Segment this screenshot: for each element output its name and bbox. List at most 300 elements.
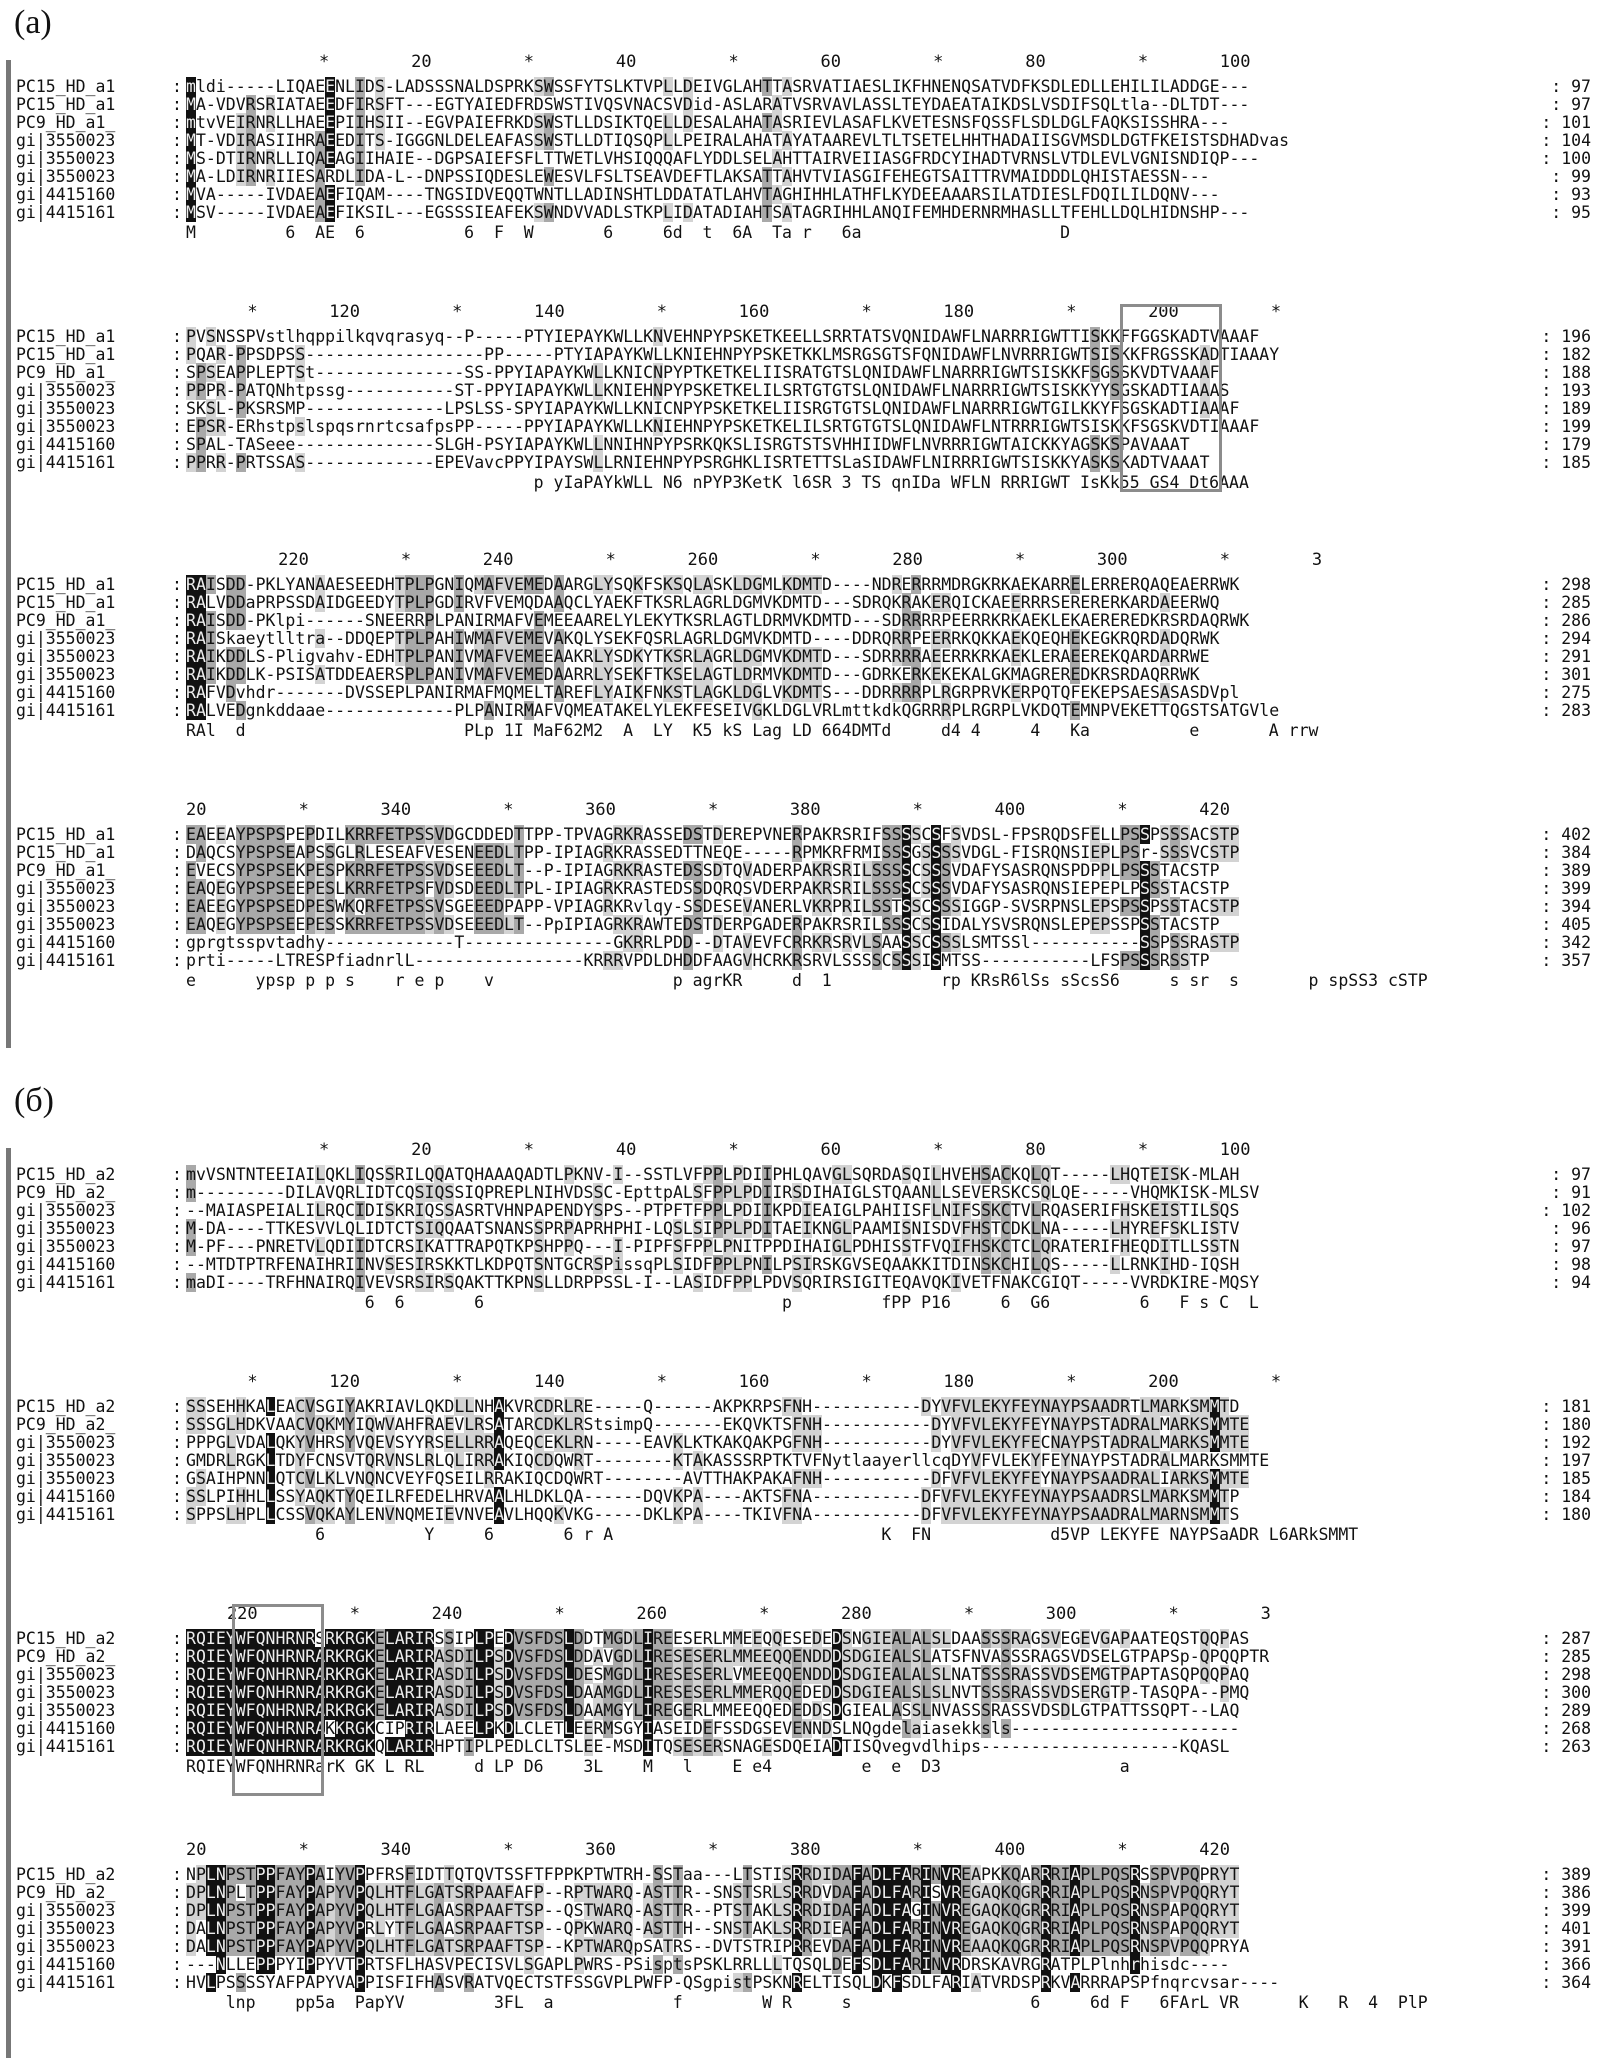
residue-count: : 97 bbox=[1551, 77, 1591, 96]
residue-count: : 188 bbox=[1541, 363, 1591, 382]
separator: : bbox=[172, 167, 182, 186]
separator: : bbox=[172, 915, 182, 934]
sequence-row bbox=[16, 612, 1591, 630]
separator: : bbox=[172, 1955, 182, 1974]
sequence-row bbox=[16, 1452, 1591, 1470]
separator: : bbox=[172, 1415, 182, 1434]
separator: : bbox=[172, 1183, 182, 1202]
sequence-name: PC15_HD_a2 bbox=[16, 1629, 116, 1648]
sequence-name: gi|4415161 bbox=[16, 1973, 116, 1992]
residue-sequence: SSSEHHKALEACVSGIYAKRIAVLQKDLLNHAKVRCDRLRE-----Q------AKPKRPSFNH-----------DYVFVLEKYFEYNAYPSAADRTLMARKSMMTD bbox=[186, 1397, 1240, 1416]
residue-sequence: RAISDD-PKLYANAAESEEDHTPLPGNIQMAFVEMEDAARGLYSQKFSKSQLASKLDGMLKDMTD----NDRERRRMDRGKRKAEKARRELERRERQAQEAERRWK bbox=[186, 575, 1240, 594]
sequence-name: gi|4415161 bbox=[16, 951, 116, 970]
sequence-name: gi|3550023 bbox=[16, 647, 116, 666]
sequence-row bbox=[16, 418, 1591, 436]
residue-count: : 285 bbox=[1541, 593, 1591, 612]
separator: : bbox=[172, 1165, 182, 1184]
sequence-row bbox=[16, 1902, 1591, 1920]
residue-sequence: MS-DTIRNRLLIQAEAGIIHAIE--DGPSAIEFSFLTTWETLVHSIQQQAFLYDDLSELAHTTAIRVEIIASGFRDCYIHADTVRNSLVTDLEVLVGNISNDIQP--- bbox=[186, 149, 1260, 168]
sequence-row bbox=[16, 168, 1591, 186]
residue-count: : 357 bbox=[1541, 951, 1591, 970]
residue-sequence: RAFVDvhdr-------DVSSEPLPANIRMAFMQMELTAREFLYAIKFNKSTLAGKLDGLVKDMTS---DDRRRRPLRGRPRVKERPQTQFEKEPSAESASASDVpl bbox=[186, 683, 1240, 702]
sequence-row bbox=[16, 1220, 1591, 1238]
residue-count: : 100 bbox=[1541, 149, 1591, 168]
sequence-row bbox=[16, 114, 1591, 132]
sequence-name: gi|4415161 bbox=[16, 1273, 116, 1292]
residue-sequence: RQIEYWFQNHRNRSRKRGKELARIRSSIPLPEDVSFDSLDDTMGDLIREESERLMMEEQQESEDEDSNGIEALALSLDAASSSRAGSVEGEVGAPAATEQSTQQPAS bbox=[186, 1629, 1250, 1648]
sequence-row bbox=[16, 952, 1591, 970]
consensus-line: M 6 AE 6 6 F W 6 6d t 6A Ta r 6a D bbox=[186, 223, 1071, 242]
separator: : bbox=[172, 1451, 182, 1470]
residue-count: : 97 bbox=[1551, 1237, 1591, 1256]
residue-count: : 181 bbox=[1541, 1397, 1591, 1416]
separator: : bbox=[172, 1647, 182, 1666]
separator: : bbox=[172, 1973, 182, 1992]
separator: : bbox=[172, 683, 182, 702]
residue-count: : 402 bbox=[1541, 825, 1591, 844]
residue-sequence: PPPGLVDALQKYVHRSYVQEVSYYRSELLRRAQEQCEKLRN-----EAVKLKTKAKQAKPGFNH-----------DYVFVLEKYFECNAYPSTADRALMARKSMMTE bbox=[186, 1433, 1250, 1452]
sequence-name: PC9_HD_a1_ bbox=[16, 861, 116, 880]
separator: : bbox=[172, 701, 182, 720]
residue-count: : 275 bbox=[1541, 683, 1591, 702]
separator: : bbox=[172, 1487, 182, 1506]
separator: : bbox=[172, 629, 182, 648]
residue-sequence: m---------DILAVQRLIDTCQSIQSSIQPREPLNIHVDSSC-EpttpALSFPPLPDIIRSDIHAIGLSTQAANLLSEVERSKCSQLQE-----VHQMKISK-MLSV bbox=[186, 1183, 1260, 1202]
panel-divider-bar bbox=[6, 1148, 11, 2058]
residue-sequence: RALVEDgnkddaae-------------PLPANIRMAFVQMEATAKELYLEKFESEIVGKLDGLVRLmttkdkQGRRRPLRGRPLVKDQTEMNPVEKETTQGSTSATGVle bbox=[186, 701, 1280, 720]
residue-sequence: MA-VDVRSRIATAEEDFIRSFT---EGTYAIEDFRDSWSTIVQSVNACSVDid-ASLARATVSRVAVLASSLTEYDAEATAIKDSLVSDIFSQLtla--DLTDT--- bbox=[186, 95, 1250, 114]
residue-sequence: DALNPSTPPFAYPAPYVPRLYTFLGAASRPAAFTSP--QPKWARQ-ASTTH--SNSTAKLSRRDIEAFADLFARINVREGAQKQGRRRIAPLPQSRNSPAPQQRYT bbox=[186, 1919, 1240, 1938]
separator: : bbox=[172, 1865, 182, 1884]
separator: : bbox=[172, 149, 182, 168]
sequence-row bbox=[16, 898, 1591, 916]
sequence-row bbox=[16, 666, 1591, 684]
residue-sequence: SPPSLHPLLCSSVQKAYLENVNQMEIEVNVEAVLHQQKVKG-----DKLKPA----TKIVFNA-----------DFVFVLEKYFEYNAYPSAADRALMARNSMMTS bbox=[186, 1505, 1240, 1524]
sequence-name: PC9_HD_a1_ bbox=[16, 611, 116, 630]
sequence-name: gi|4415161 bbox=[16, 203, 116, 222]
sequence-row bbox=[16, 364, 1591, 382]
residue-sequence: DPLNPSTPPFAYPAPYVPQLHTFLGAASRPAAFTSP--QSTWARQ-ASTTR--PTSTAKLSRRDIDAFADLFAGINVREGAQKQGRRRIAPLPQSRNSPAPQQRYT bbox=[186, 1901, 1240, 1920]
residue-sequence: PQAR-PPSDPSS------------------PP-----PTYIAPAYKWLLKNIEHNPYPSKETKKLMSRGSGTSFQNIDAWFLNVRRRIGWTSISKKFRGSSKADTIAAAY bbox=[186, 345, 1280, 364]
sequence-row bbox=[16, 400, 1591, 418]
alignment-block bbox=[16, 52, 1591, 250]
residue-sequence: RALVDDaPRPSSDAIDGEEDYTPLPGDIRVFVEMQDAAQCLYAEKFTKSRLAGRLDGMVKDMTD---SDRQKRAKERQICKAEERRRSERERERKARDAEERWQ bbox=[186, 593, 1220, 612]
sequence-name: gi|3550023 bbox=[16, 381, 116, 400]
alignment-block bbox=[16, 1840, 1591, 2020]
residue-sequence: mvVSNTNTEEIAILQKLIQSSRILQQATQHAAAQADTLPKNV-I--SSTLVFPPLPDIIPHLQAVGLSQRDASQILHVEHSACKQLQT-----LHQTEISK-MLAH bbox=[186, 1165, 1240, 1184]
residue-count: : 399 bbox=[1541, 879, 1591, 898]
separator: : bbox=[172, 647, 182, 666]
sequence-name: PC15_HD_a1 bbox=[16, 825, 116, 844]
residue-count: : 94 bbox=[1551, 1273, 1591, 1292]
residue-sequence: EVECSYPSPSEKPESPKRRFETPSSVDSEEEDLT--P-IPIAGRKRASTEDSSDTQVADERPAKRSRILSSSSCSSSVDAFYSASRQNSPDPPLPSSSTACSTP bbox=[186, 861, 1220, 880]
residue-count: : 197 bbox=[1541, 1451, 1591, 1470]
residue-count: : 287 bbox=[1541, 1629, 1591, 1648]
residue-count: : 185 bbox=[1541, 1469, 1591, 1488]
residue-count: : 189 bbox=[1541, 399, 1591, 418]
sequence-row bbox=[16, 328, 1591, 346]
residue-count: : 405 bbox=[1541, 915, 1591, 934]
alignment-block bbox=[16, 1372, 1591, 1552]
sequence-name: gi|3550023 bbox=[16, 149, 116, 168]
alignment-panel-a bbox=[0, 52, 1601, 1050]
sequence-name: gi|3550023 bbox=[16, 1919, 116, 1938]
sequence-name: gi|3550023 bbox=[16, 879, 116, 898]
consensus-line: 6 6 6 p fPP P16 6 G6 6 F s C L bbox=[186, 1293, 1259, 1312]
sequence-row bbox=[16, 1974, 1591, 1992]
sequence-row bbox=[16, 186, 1591, 204]
residue-count: : 298 bbox=[1541, 1665, 1591, 1684]
residue-sequence: --MAIASPEIALILRQCIDISKRIQSSASRTVHNPAPENDYSPS--PTPFTFPPLPDIIKPDIEAIGLPAHIISFLNIFSSKCTVLRQASERIFHSKEISTILSQS bbox=[186, 1201, 1240, 1220]
sequence-name: gi|3550023 bbox=[16, 417, 116, 436]
residue-count: : 98 bbox=[1551, 1255, 1591, 1274]
separator: : bbox=[172, 1883, 182, 1902]
residue-sequence: RAIKDDLK-PSISATDDEAERSPLPANIVMAFVEMEDAARRLYSEKFTKSELAGTLDRMVKDMTD---GDRKERKEKEKALGKMAGREREDKRSRDAQRRWK bbox=[186, 665, 1200, 684]
residue-count: : 93 bbox=[1551, 185, 1591, 204]
panel-divider-bar bbox=[6, 60, 11, 1048]
residue-sequence: PPRR-PRTSSAS-------------EPEVavcPPYIPAYSWLLRNIEHNPYPSRGHKLISRTETTSLaSIDAWFLNIRRRIGWTSISKKYASKSKADTVAAAT bbox=[186, 453, 1210, 472]
residue-count: : 268 bbox=[1541, 1719, 1591, 1738]
sequence-name: gi|3550023 bbox=[16, 1701, 116, 1720]
residue-sequence: SKSL-PKSRSMP--------------LPSLSS-SPYIAPAYKWLLKNICNPYPSKETKELIISRGTGTSLQNIDAWFLNARRRIGWTGILKKYFSGSKADTIAAAF bbox=[186, 399, 1240, 418]
motif-highlight-box bbox=[1120, 304, 1222, 492]
consensus-line: RQIEYWFQNHRNRarK GK L RL d LP D6 3L M l E e4 e e D3 a bbox=[186, 1757, 1130, 1776]
consensus-line: RAl d PLp 1I MaF62M2 A LY K5 kS Lag LD 664DMTd d4 4 4 Ka e A rrw bbox=[186, 721, 1319, 740]
sequence-name: PC15_HD_a1 bbox=[16, 345, 116, 364]
residue-sequence: RQIEYWFQNHRNRARKRGKELARIRASDILPSDVSFDSLDAAMGDLIRESESERLMMERQQEDEDDSDGIEALSLSLNVTSSSRASSVDSERGTP-TASQPA--PMQ bbox=[186, 1683, 1250, 1702]
residue-sequence: EAQEGYPSPSEEPESLKRRFETPSFVDSDEEDLTPL-IPIAGRKRASTEDSSDQRQSVDERPAKRSRILSSSSCSSSVDAFYSASRQNSIEPEPLPSSSTACSTP bbox=[186, 879, 1230, 898]
residue-sequence: RQIEYWFQNHRNRARKRGKELARIRASDILPSDVSFDSLDDAVGDLIRESESERLMMEEQQENDDDSDGIEALSLATSFNVASSSRAGSVDSELGTPAPSp-QPQQPTR bbox=[186, 1647, 1270, 1666]
residue-sequence: PPPR-PATQNhtpssg-----------ST-PPYIAPAYKWLLKNIEHNPYPSKETKELILSRTGTGTSLQNIDAWFLNARRRIGWTSISKKYYSGSKADTIAAAS bbox=[186, 381, 1230, 400]
sequence-name: gi|3550023 bbox=[16, 1433, 116, 1452]
residue-count: : 389 bbox=[1541, 861, 1591, 880]
residue-count: : 199 bbox=[1541, 417, 1591, 436]
sequence-name: gi|4415160 bbox=[16, 933, 116, 952]
consensus-line: e ypsp p p s r e p v p agrKR d 1 rp KRsR6lSs sScsS6 s sr s p spSS3 cSTP bbox=[186, 971, 1428, 990]
residue-sequence: DPLNPLTPPFAYPAPYVPQLHTFLGATSRPAAFAFP--RPTWARQ-ASTTR--SNSTSRLSRRDVDAFADLFARISVREGAQKQGRRRIAPLPQSRNSPVPQQRYT bbox=[186, 1883, 1240, 1902]
consensus-line: lnp pp5a PapYV 3FL a f W R s 6 6d F 6FArL VR K R 4 PlP bbox=[186, 1993, 1428, 2012]
separator: : bbox=[172, 1237, 182, 1256]
sequence-row bbox=[16, 576, 1591, 594]
residue-sequence: PVSNSSPVstlhqppilkqvqrasyq--P-----PTYIEPAYKWLLKNVEHNPYPSKETKEELLSRRTATSVQNIDAWFLNARRRIGWTTISKKFFGGSKADTVAAAF bbox=[186, 327, 1260, 346]
residue-count: : 184 bbox=[1541, 1487, 1591, 1506]
residue-sequence: RQIEYWFQNHRNRARKRGKQLARIRHPTIPLPEDLCLTSLEE-MSDITQSESERSNAGESDQEIADTISQvegvdlhips--------------------KQASL bbox=[186, 1737, 1230, 1756]
sequence-name: PC15_HD_a1 bbox=[16, 327, 116, 346]
separator: : bbox=[172, 345, 182, 364]
separator: : bbox=[172, 1273, 182, 1292]
sequence-row bbox=[16, 934, 1591, 952]
sequence-name: PC9_HD_a2_ bbox=[16, 1183, 116, 1202]
sequence-row bbox=[16, 96, 1591, 114]
position-ruler: 220 * 240 * 260 * 280 * 300 * 3 bbox=[186, 550, 1323, 570]
sequence-name: gi|4415161 bbox=[16, 1505, 116, 1524]
separator: : bbox=[172, 1255, 182, 1274]
motif-highlight-box bbox=[232, 1604, 324, 1796]
position-ruler: * 120 * 140 * 160 * 180 * 200 * bbox=[186, 302, 1282, 322]
residue-sequence: NPLNPSTPPFAYPAIYVPPFRSFIDTTQTQVTSSFTFPPKPTWTRH-SSTaa---LTSTISRRDIDAFADLFARINVREAPKKQARRRIAPLPQSRSSPVPQPRYT bbox=[186, 1865, 1240, 1884]
residue-sequence: --MTDTPTRFENAIHRIINVSESIRSKKTLKDPQTSNTGCRSPissqPLSIDFPPLPNILPSIRSKGVSEQAAKKITDINSKCHILQS-----LLRNKIHD-IQSH bbox=[186, 1255, 1240, 1274]
sequence-name: gi|4415161 bbox=[16, 453, 116, 472]
residue-count: : 399 bbox=[1541, 1901, 1591, 1920]
consensus-line: p yIaPAYkWLL N6 nPYP3KetK l6SR 3 TS qnIDa WFLN RRRIGWT IsKk55 GS4 Dt6AAA bbox=[186, 473, 1249, 492]
residue-sequence: SPAL-TASeee--------------SLGH-PSYIAPAYKWLLNNIHNPYPSRKQKSLISRGTSTSVHHIIDWFLNVRRRIGWTAICKKYAGSKSPAVAAAT bbox=[186, 435, 1190, 454]
alignment-panel-b bbox=[0, 1140, 1601, 2060]
sequence-row bbox=[16, 454, 1591, 472]
separator: : bbox=[172, 1219, 182, 1238]
sequence-name: gi|3550023 bbox=[16, 1237, 116, 1256]
position-ruler: * 20 * 40 * 60 * 80 * 100 bbox=[186, 1140, 1251, 1160]
separator: : bbox=[172, 611, 182, 630]
residue-sequence: DAQCSYPSPSEAPSSGLRLESEAFVESENEEDLTPP-IPIAGRKRASSEDTTNEQE-----RPMKRFRMISSSGSSSSVDGL-FISRQNSIEPLPSr-SSSVCSTP bbox=[186, 843, 1240, 862]
sequence-row bbox=[16, 684, 1591, 702]
sequence-name: PC15_HD_a1 bbox=[16, 843, 116, 862]
position-ruler: * 120 * 140 * 160 * 180 * 200 * bbox=[186, 1372, 1282, 1392]
sequence-row bbox=[16, 594, 1591, 612]
residue-count: : 99 bbox=[1551, 167, 1591, 186]
panel-label-b: (б) bbox=[14, 1082, 54, 1119]
sequence-row bbox=[16, 1920, 1591, 1938]
sequence-row bbox=[16, 1956, 1591, 1974]
residue-count: : 96 bbox=[1551, 1219, 1591, 1238]
residue-count: : 384 bbox=[1541, 843, 1591, 862]
sequence-name: gi|4415160 bbox=[16, 683, 116, 702]
residue-count: : 101 bbox=[1541, 113, 1591, 132]
residue-count: : 185 bbox=[1541, 453, 1591, 472]
residue-count: : 95 bbox=[1551, 203, 1591, 222]
alignment-block bbox=[16, 1140, 1591, 1320]
residue-count: : 283 bbox=[1541, 701, 1591, 720]
sequence-row bbox=[16, 630, 1591, 648]
sequence-row bbox=[16, 132, 1591, 150]
sequence-row bbox=[16, 436, 1591, 454]
sequence-row bbox=[16, 880, 1591, 898]
separator: : bbox=[172, 417, 182, 436]
separator: : bbox=[172, 951, 182, 970]
sequence-row bbox=[16, 1434, 1591, 1452]
sequence-row bbox=[16, 826, 1591, 844]
sequence-row bbox=[16, 1506, 1591, 1524]
alignment-block bbox=[16, 302, 1591, 500]
residue-count: : 180 bbox=[1541, 1505, 1591, 1524]
residue-count: : 182 bbox=[1541, 345, 1591, 364]
sequence-name: PC9_HD_a1_ bbox=[16, 363, 116, 382]
separator: : bbox=[172, 843, 182, 862]
separator: : bbox=[172, 1683, 182, 1702]
separator: : bbox=[172, 933, 182, 952]
separator: : bbox=[172, 1201, 182, 1220]
alignment-block bbox=[16, 550, 1591, 748]
residue-count: : 389 bbox=[1541, 1865, 1591, 1884]
residue-count: : 193 bbox=[1541, 381, 1591, 400]
residue-sequence: gprgtsspvtadhy-------------T---------------GKRRLPDD--DTAVEVFCRRKRSRVLSAASSCSSSLSMTSSl-----------SSPSSRASTP bbox=[186, 933, 1240, 952]
sequence-row bbox=[16, 1256, 1591, 1274]
consensus-line: 6 Y 6 6 r A K FN d5VP LEKYFE NAYPSaADR L6ARkSMMT bbox=[186, 1525, 1359, 1544]
sequence-name: PC15_HD_a1 bbox=[16, 77, 116, 96]
residue-sequence: MVA-----IVDAEAEFIQAM----TNGSIDVEQQTWNTLLADINSHTLDDATATLAHVTAGHIHHLATHFLKYDEEAAARSILATDIESLFDQILILDQNV--- bbox=[186, 185, 1220, 204]
sequence-row bbox=[16, 1398, 1591, 1416]
residue-count: : 192 bbox=[1541, 1433, 1591, 1452]
sequence-row bbox=[16, 702, 1591, 720]
sequence-row bbox=[16, 382, 1591, 400]
separator: : bbox=[172, 575, 182, 594]
sequence-name: gi|3550023 bbox=[16, 1469, 116, 1488]
separator: : bbox=[172, 131, 182, 150]
sequence-name: PC9_HD_a2_ bbox=[16, 1883, 116, 1902]
alignment-block bbox=[16, 800, 1591, 998]
sequence-name: gi|4415160 bbox=[16, 1255, 116, 1274]
separator: : bbox=[172, 399, 182, 418]
sequence-name: gi|4415160 bbox=[16, 185, 116, 204]
separator: : bbox=[172, 363, 182, 382]
sequence-name: gi|3550023 bbox=[16, 915, 116, 934]
residue-sequence: RAISkaeytlltra--DDQEPTPLPAHIWMAFVEMEVAKQLYSEKFQSRLAGRLDGMVKDMTD----DDRQRRPEERRKQKKAEKQEQHEKEGKRQRDADQRWK bbox=[186, 629, 1220, 648]
sequence-row bbox=[16, 1488, 1591, 1506]
sequence-row bbox=[16, 1166, 1591, 1184]
sequence-name: gi|3550023 bbox=[16, 1683, 116, 1702]
separator: : bbox=[172, 203, 182, 222]
residue-sequence: M-DA----TTKESVVLQLIDTCTSIQQAATSNANSSPRPAPRHPHI-LQSLSIPPLPDITAEIKNGLPAAMISNISDVFHSTCDKLNA-----LHYREFSKLISTV bbox=[186, 1219, 1240, 1238]
residue-count: : 97 bbox=[1551, 95, 1591, 114]
sequence-row bbox=[16, 1866, 1591, 1884]
sequence-row bbox=[16, 648, 1591, 666]
separator: : bbox=[172, 1433, 182, 1452]
sequence-name: gi|4415160 bbox=[16, 1719, 116, 1738]
separator: : bbox=[172, 1665, 182, 1684]
residue-count: : 196 bbox=[1541, 327, 1591, 346]
residue-count: : 342 bbox=[1541, 933, 1591, 952]
panel-label-a: (a) bbox=[14, 4, 52, 41]
separator: : bbox=[172, 1701, 182, 1720]
separator: : bbox=[172, 593, 182, 612]
residue-sequence: mldi-----LIQAEENLIDS-LADSSSNALDSPRKSWSSFYTSLKTVPLLDEIVGLAHTTASRVATIAESLIKFHNENQSATVDFKSDLEDLLEHILILADDGE--- bbox=[186, 77, 1250, 96]
residue-count: : 300 bbox=[1541, 1683, 1591, 1702]
separator: : bbox=[172, 1505, 182, 1524]
sequence-name: PC15_HD_a1 bbox=[16, 575, 116, 594]
residue-sequence: HVLPSSSSYAFPAPYVAPPISFIFHASVRATVQECTSTFSSGVPLPWFP-QSgpistPSKNRELTISQLDKFSDLFARIATVRDSPRKVARRRAPSPfnqrcvsar---- bbox=[186, 1973, 1280, 1992]
residue-sequence: EAEEAYPSPSPEPDILKRRFETPSSVDGCDDEDTTPP-TPVAGRKRASSEDSTDEREPVNERPAKRSRIFSSSSCSFSVDSL-FPSRQDSFELLPSSPSSSACSTP bbox=[186, 825, 1240, 844]
sequence-name: gi|3550023 bbox=[16, 629, 116, 648]
sequence-name: gi|4415160 bbox=[16, 1487, 116, 1506]
residue-count: : 386 bbox=[1541, 1883, 1591, 1902]
sequence-name: gi|3550023 bbox=[16, 1901, 116, 1920]
residue-sequence: MT-VDIRASIIHRAEEDITS-IGGGNLDELEAFASSWSTLLDTIQSQPLLPEIRALAHATAYATAAREVLTLTSETELHHTHADAIISGVMSDLDGTFKEISTSDHADvas bbox=[186, 131, 1290, 150]
sequence-name: gi|4415160 bbox=[16, 435, 116, 454]
residue-count: : 364 bbox=[1541, 1973, 1591, 1992]
residue-sequence: M-PF---PNRETVLQDIIDTCRSIKATTRAPQTKPSHPPQ---I-PIPFSFPPLPNITPPDIHAIGLPDHISSTFVQIFHSKCTCLQRATERIFHEQDITLLSSTN bbox=[186, 1237, 1240, 1256]
sequence-row bbox=[16, 150, 1591, 168]
residue-sequence: RAIKDDLS-Pligvahv-EDHTPLPANIVMAFVEMEEAAKRLYSDKYTKSRLAGRLDGMVKDMTD---SDRRRRAEERRKRKAEKLERAEEREKQARDARRWE bbox=[186, 647, 1210, 666]
sequence-name: gi|3550023 bbox=[16, 131, 116, 150]
sequence-row bbox=[16, 916, 1591, 934]
residue-sequence: RAISDD-PKlpi------SNEERRPLPANIRMAFVEMEEAARELYLEKYTKSRLAGTLDRMVKDMTD---SDRRRRPEERRKRKAEKLEKAEREREDKRSRDAQRWK bbox=[186, 611, 1250, 630]
separator: : bbox=[172, 435, 182, 454]
residue-count: : 179 bbox=[1541, 435, 1591, 454]
separator: : bbox=[172, 327, 182, 346]
residue-count: : 91 bbox=[1551, 1183, 1591, 1202]
residue-count: : 294 bbox=[1541, 629, 1591, 648]
separator: : bbox=[172, 185, 182, 204]
sequence-name: PC15_HD_a2 bbox=[16, 1397, 116, 1416]
residue-sequence: EAQEGYPSPSEEPESSKRRFETPSSVDSEEEDLT--PpIPIAGRKRAWTEDSTDERPGADERPAKRSRILSSSCSSIDALYSVSRQNSLEPEPSSPSSTACSTP bbox=[186, 915, 1220, 934]
sequence-name: gi|3550023 bbox=[16, 1937, 116, 1956]
sequence-row bbox=[16, 844, 1591, 862]
residue-sequence: GSAIHPNNLQTCVLKLVNQNCVEYFQSEILRRAKIQCDQWRT--------AVTTHAKPAKAFNH-----------DFVFVLEKYFEYNAYPSAADRALIARKSMMTE bbox=[186, 1469, 1250, 1488]
sequence-row bbox=[16, 1238, 1591, 1256]
residue-sequence: SSLPIHHLLSSYAQKTYQEILRFEDELHRVAALHLDKLQA------DQVKPA----AKTSFNA-----------DFVFVLEKYFEYNAYPSAADRSLMARKSMMTP bbox=[186, 1487, 1240, 1506]
sequence-name: gi|3550023 bbox=[16, 1665, 116, 1684]
sequence-name: PC9_HD_a1_ bbox=[16, 113, 116, 132]
separator: : bbox=[172, 897, 182, 916]
sequence-row bbox=[16, 1274, 1591, 1292]
separator: : bbox=[172, 95, 182, 114]
residue-count: : 301 bbox=[1541, 665, 1591, 684]
sequence-name: PC15_HD_a1 bbox=[16, 95, 116, 114]
residue-sequence: EPSR-ERhstpslspqsrnrtcsafpsPP-----PPYIAPAYKWLLKNIEHNPYPSKETKELILSRTGTGTSLQNIDAWFLNTRRRIGWTSISKKFSGSKVDTIAAAF bbox=[186, 417, 1260, 436]
residue-sequence: ---NLLEPPPYIPPYVTPRTSFLHASVPECISVLSGAPLPWRS-PSisptsPSKLRRLLLTQSQLDEFSDLFARINVRDRSKAVRGRATPLPlnhrhisdc---- bbox=[186, 1955, 1230, 1974]
separator: : bbox=[172, 1737, 182, 1756]
residue-count: : 291 bbox=[1541, 647, 1591, 666]
separator: : bbox=[172, 1901, 182, 1920]
residue-sequence: SPSEAPPLEPTSt---------------SS-PPYIAPAYKWLLKNICNPYPTKETKELIISRATGTSLQNIDAWFLNARRRIGWTSISKKFSGSSKVDTVAAAF bbox=[186, 363, 1220, 382]
separator: : bbox=[172, 1397, 182, 1416]
sequence-row bbox=[16, 1938, 1591, 1956]
sequence-name: gi|4415161 bbox=[16, 701, 116, 720]
residue-count: : 263 bbox=[1541, 1737, 1591, 1756]
separator: : bbox=[172, 1629, 182, 1648]
residue-count: : 97 bbox=[1551, 1165, 1591, 1184]
sequence-row bbox=[16, 346, 1591, 364]
separator: : bbox=[172, 825, 182, 844]
residue-count: : 298 bbox=[1541, 575, 1591, 594]
sequence-name: gi|4415161 bbox=[16, 1737, 116, 1756]
residue-sequence: RQIEYWFQNHRNRARKRGKELARIRASDILPSDVSFDSLDAAMGYLIREGERLMMEEQQEDEDDSDGIEALASSLNVASSSRASSVDSDLGTPATTSSQPT--LAQ bbox=[186, 1701, 1240, 1720]
residue-sequence: RQIEYWFQNHRNRAKKRGKCIPRIRLAEELPKDLCLETLEERMSGYIASEIDEFSSDGSEVENNDSLNQgdelaiasekksls----------------------- bbox=[186, 1719, 1240, 1738]
residue-sequence: maDI----TRFHNAIRQIVEVSRSIRSQAKTTKPNSLLDRPPSSL-I--LASIDFPPLPDVSQRIRSIGITEQAVQKIVETFNAKCGIQT-----VVRDKIRE-MQSY bbox=[186, 1273, 1260, 1292]
sequence-name: gi|3550023 bbox=[16, 665, 116, 684]
separator: : bbox=[172, 1719, 182, 1738]
residue-sequence: MSV-----IVDAEAEFIKSIL---EGSSSIEAFEKSWNDVVADLSTKPLIDATADIAHTSATAGRIHHLANQIFEMHDERNRMHASLLTFEHLLDQLHIDNSHP--- bbox=[186, 203, 1250, 222]
residue-sequence: prti-----LTRESPfiadnrlL-----------------KRRRVPDLDHDDFAAGVHCRKRSRVLSSSSCSSSISMTSS-----------LFSPSSSRSSTP bbox=[186, 951, 1210, 970]
separator: : bbox=[172, 113, 182, 132]
residue-count: : 401 bbox=[1541, 1919, 1591, 1938]
sequence-name: gi|3550023 bbox=[16, 399, 116, 418]
sequence-row bbox=[16, 1470, 1591, 1488]
residue-sequence: MA-LDIRNRIIESARDLIDA-L--DNPSSIQDESLEWESVLFSLTSEAVDEFTLAKSATTAHVTVIASGIFEHEGTSAITTRVMAIDDDLQHISTAESSN--- bbox=[186, 167, 1210, 186]
residue-sequence: mtvVEIRNRLLHAEEPIIHSII--EGVPAIEFRKDSWSTLLDSIKTQELLDESALAHATASRIEVLASAFLKVETESNSFQSSFLSDLDGLFAQKSISSHRA--- bbox=[186, 113, 1230, 132]
position-ruler: 220 * 240 * 260 * 280 * 300 * 3 bbox=[186, 1604, 1271, 1624]
sequence-name: gi|3550023 bbox=[16, 1451, 116, 1470]
separator: : bbox=[172, 861, 182, 880]
sequence-name: PC9_HD_a2_ bbox=[16, 1647, 116, 1666]
residue-sequence: SSSGLHDKVAACVQKMYIQWVAHFRAEVLRSATARCDKLRStsimpQ-------EKQVKTSFNH-----------DYVFVLEKYFEYNAYPSTADRALMARKSMMTE bbox=[186, 1415, 1250, 1434]
separator: : bbox=[172, 879, 182, 898]
sequence-row bbox=[16, 204, 1591, 222]
sequence-name: PC15_HD_a1 bbox=[16, 593, 116, 612]
residue-count: : 394 bbox=[1541, 897, 1591, 916]
residue-count: : 286 bbox=[1541, 611, 1591, 630]
residue-count: : 104 bbox=[1541, 131, 1591, 150]
residue-sequence: DALNPSTPPFAYPAPYVPQLHTFLGATSRPAAFTSP--KPTWARQpSATRS--DVTSTRIPRREVDAFADLFARINVREAAQKQGRRRIAPLPQSRNSPVPQQPRYA bbox=[186, 1937, 1250, 1956]
separator: : bbox=[172, 1919, 182, 1938]
residue-count: : 289 bbox=[1541, 1701, 1591, 1720]
sequence-name: gi|3550023 bbox=[16, 1201, 116, 1220]
residue-sequence: EAEEGYPSPSEDPESWKQRFETPSSVSGEEEDPAPP-VPIAGRKRvlqy-SSDESEVANERLVKRPRILSSTSSCSSSIGGP-SVSRPNSLEPSPSSPSSTACSTP bbox=[186, 897, 1240, 916]
sequence-row bbox=[16, 862, 1591, 880]
position-ruler: 20 * 340 * 360 * 380 * 400 * 420 bbox=[186, 800, 1230, 820]
sequence-name: gi|3550023 bbox=[16, 897, 116, 916]
separator: : bbox=[172, 1937, 182, 1956]
position-ruler: 20 * 340 * 360 * 380 * 400 * 420 bbox=[186, 1840, 1230, 1860]
